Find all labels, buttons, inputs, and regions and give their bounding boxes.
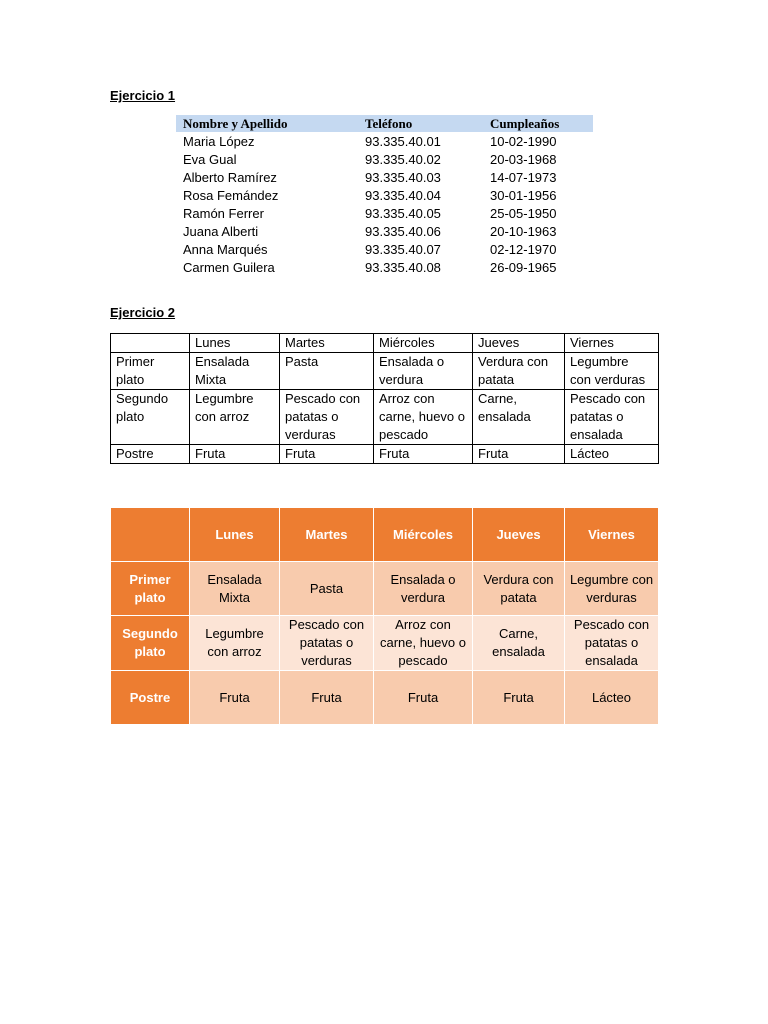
table-cell: Verdura con patata	[473, 562, 565, 616]
contact-list	[176, 115, 593, 276]
table-cell: Fruta	[374, 445, 473, 464]
table-cell: Pescado con patatas o ensalada	[565, 616, 659, 671]
contact-phone: 93.335.40.03	[365, 169, 441, 185]
list-item	[176, 168, 593, 186]
list-item	[176, 222, 593, 240]
list-item	[176, 258, 593, 276]
menu-table-styled	[110, 507, 659, 725]
column-header-phone: Teléfono	[365, 115, 413, 131]
table-row	[111, 671, 659, 725]
table-cell: Verdura con patata	[473, 353, 565, 390]
table-cell: Pasta	[280, 562, 374, 616]
column-header-name: Nombre y Apellido	[183, 115, 288, 131]
contact-phone: 93.335.40.04	[365, 187, 441, 203]
ejercicio-2-heading: Ejercicio 2	[110, 305, 176, 320]
contact-name: Carmen Guilera	[183, 259, 275, 275]
list-item	[176, 186, 593, 204]
table-cell: Ensalada Mixta	[190, 562, 280, 616]
contact-birthday: 10-02-1990	[490, 133, 557, 149]
contact-name: Maria López	[183, 133, 255, 149]
contact-birthday: 02-12-1970	[490, 241, 557, 257]
table-row	[111, 445, 659, 464]
table-cell: Pescado con patatas o verduras	[280, 616, 374, 671]
table-cell: Fruta	[190, 671, 280, 725]
table-cell: Ensalada o verdura	[374, 562, 473, 616]
contact-name: Ramón Ferrer	[183, 205, 264, 221]
corner-cell	[111, 334, 190, 353]
contact-birthday: 20-10-1963	[490, 223, 557, 239]
day-header: Viernes	[565, 334, 659, 353]
contact-phone: 93.335.40.06	[365, 223, 441, 239]
table-cell: Lácteo	[565, 445, 659, 464]
table-row	[111, 616, 659, 671]
contact-name: Rosa Femández	[183, 187, 279, 203]
day-header: Miércoles	[374, 334, 473, 353]
table-header-row	[111, 334, 659, 353]
row-label: Segundo plato	[111, 616, 190, 671]
contact-name: Juana Alberti	[183, 223, 259, 239]
list-item	[176, 150, 593, 168]
contact-name: Anna Marqués	[183, 241, 268, 257]
list-item	[176, 204, 593, 222]
table-cell: Pasta	[280, 353, 374, 390]
list-item	[176, 240, 593, 258]
table-cell: Lácteo	[565, 671, 659, 725]
table-cell: Fruta	[280, 671, 374, 725]
day-header: Lunes	[190, 334, 280, 353]
row-label: Primer plato	[111, 353, 190, 390]
row-label: Postre	[111, 671, 190, 725]
contact-list-header	[176, 115, 593, 132]
contact-name: Alberto Ramírez	[183, 169, 277, 185]
day-header: Jueves	[473, 334, 565, 353]
table-cell: Pescado con patatas o verduras	[280, 390, 374, 445]
table-row	[111, 353, 659, 390]
contact-birthday: 30-01-1956	[490, 187, 557, 203]
contact-phone: 93.335.40.01	[365, 133, 441, 149]
menu-table-plain	[110, 333, 659, 464]
table-cell: Arroz con carne, huevo o pescado	[374, 616, 473, 671]
day-header: Lunes	[190, 508, 280, 562]
table-cell: Ensalada Mixta	[190, 353, 280, 390]
table-cell: Legumbre con arroz	[190, 616, 280, 671]
row-label: Segundo plato	[111, 390, 190, 445]
row-label: Primer plato	[111, 562, 190, 616]
table-header-row	[111, 508, 659, 562]
corner-cell	[111, 508, 190, 562]
table-cell: Ensalada o verdura	[374, 353, 473, 390]
day-header: Jueves	[473, 508, 565, 562]
column-header-birthday: Cumpleaños	[490, 115, 560, 131]
contact-name: Eva Gual	[183, 151, 237, 167]
day-header: Miércoles	[374, 508, 473, 562]
table-cell: Pescado con patatas o ensalada	[565, 390, 659, 445]
table-cell: Fruta	[280, 445, 374, 464]
contact-phone: 93.335.40.07	[365, 241, 441, 257]
ejercicio-1-heading: Ejercicio 1	[110, 88, 176, 103]
contact-birthday: 14-07-1973	[490, 169, 557, 185]
day-header: Martes	[280, 508, 374, 562]
table-cell: Fruta	[374, 671, 473, 725]
table-row	[111, 390, 659, 445]
table-cell: Legumbre con verduras	[565, 562, 659, 616]
day-header: Martes	[280, 334, 374, 353]
contact-phone: 93.335.40.08	[365, 259, 441, 275]
contact-phone: 93.335.40.02	[365, 151, 441, 167]
table-cell: Arroz con carne, huevo o pescado	[374, 390, 473, 445]
contact-birthday: 25-05-1950	[490, 205, 557, 221]
table-cell: Legumbre con verduras	[565, 353, 659, 390]
contact-birthday: 20-03-1968	[490, 151, 557, 167]
table-cell: Fruta	[473, 445, 565, 464]
table-cell: Carne, ensalada	[473, 390, 565, 445]
table-cell: Legumbre con arroz	[190, 390, 280, 445]
day-header: Viernes	[565, 508, 659, 562]
contact-birthday: 26-09-1965	[490, 259, 557, 275]
table-row	[111, 562, 659, 616]
row-label: Postre	[111, 445, 190, 464]
list-item	[176, 132, 593, 150]
table-cell: Carne, ensalada	[473, 616, 565, 671]
contact-phone: 93.335.40.05	[365, 205, 441, 221]
table-cell: Fruta	[473, 671, 565, 725]
table-cell: Fruta	[190, 445, 280, 464]
